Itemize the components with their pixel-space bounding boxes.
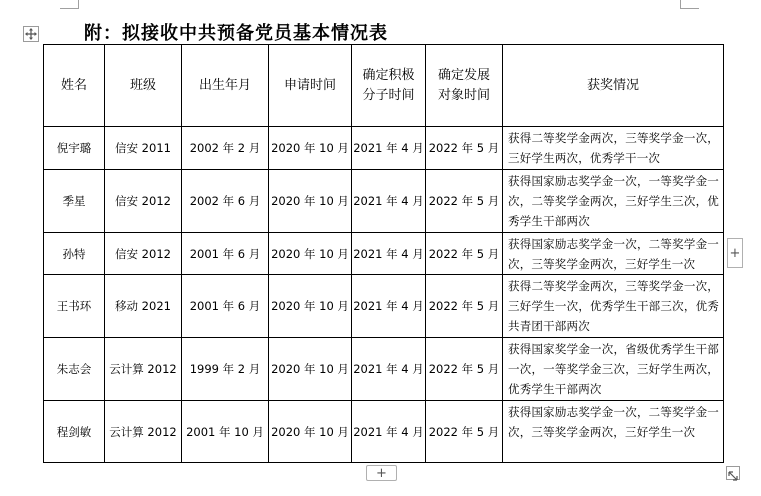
cell-apply[interactable]: 2020 年 10 月: [269, 275, 352, 338]
candidate-table: [43, 44, 724, 463]
cell-apply[interactable]: 2020 年 10 月: [269, 401, 352, 463]
table-row: [44, 233, 724, 275]
cell-class[interactable]: 云计算 2012: [105, 401, 182, 463]
cell-target[interactable]: 2022 年 5 月: [426, 127, 503, 170]
cell-activist[interactable]: 2021 年 4 月: [352, 233, 426, 275]
cell-activist[interactable]: 2021 年 4 月: [352, 401, 426, 463]
cell-name[interactable]: 王书环: [44, 275, 105, 338]
header-awards[interactable]: 获奖情况: [503, 45, 724, 127]
header-birth[interactable]: 出生年月: [182, 45, 269, 127]
cell-birth[interactable]: 2001 年 10 月: [182, 401, 269, 463]
page-corner-mark-left: [60, 0, 79, 9]
header-apply[interactable]: 申请时间: [269, 45, 352, 127]
cell-target[interactable]: 2022 年 5 月: [426, 401, 503, 463]
cell-activist[interactable]: 2021 年 4 月: [352, 170, 426, 233]
cell-activist[interactable]: 2021 年 4 月: [352, 338, 426, 401]
cell-apply[interactable]: 2020 年 10 月: [269, 233, 352, 275]
page-corner-mark-right: [680, 0, 699, 9]
add-column-button[interactable]: +: [366, 465, 397, 481]
cell-activist[interactable]: 2021 年 4 月: [352, 275, 426, 338]
cell-activist[interactable]: 2021 年 4 月: [352, 127, 426, 170]
cell-birth[interactable]: 2001 年 6 月: [182, 233, 269, 275]
cell-awards[interactable]: 获得国家励志奖学金一次，一等奖学金一次，二等奖学金两次，三好学生三次，优秀学生干部两次: [503, 170, 724, 233]
cell-birth[interactable]: 2002 年 6 月: [182, 170, 269, 233]
cell-name[interactable]: 程剑敏: [44, 401, 105, 463]
cell-awards[interactable]: 获得国家奖学金一次，省级优秀学生干部一次，一等奖学金三次，三好学生两次，优秀学生干部两次: [503, 338, 724, 401]
header-activist[interactable]: 确定积极分子时间: [352, 45, 426, 127]
cell-birth[interactable]: 1999 年 2 月: [182, 338, 269, 401]
table-move-handle[interactable]: [23, 26, 39, 42]
cell-awards[interactable]: 获得二等奖学金两次，三等奖学金一次，三好学生两次，优秀学干一次: [503, 127, 724, 170]
header-name[interactable]: 姓名: [44, 45, 105, 127]
header-class[interactable]: 班级: [105, 45, 182, 127]
add-row-button[interactable]: +: [727, 238, 743, 268]
header-row: [44, 45, 724, 127]
table-row: [44, 127, 724, 170]
header-target[interactable]: 确定发展对象时间: [426, 45, 503, 127]
table-row: [44, 401, 724, 463]
cell-target[interactable]: 2022 年 5 月: [426, 275, 503, 338]
table-row: [44, 170, 724, 233]
resize-icon: [727, 470, 739, 482]
cell-apply[interactable]: 2020 年 10 月: [269, 127, 352, 170]
cell-class[interactable]: 信安 2012: [105, 170, 182, 233]
cell-target[interactable]: 2022 年 5 月: [426, 170, 503, 233]
cell-birth[interactable]: 2002 年 2 月: [182, 127, 269, 170]
cell-awards[interactable]: 获得国家励志奖学金一次，二等奖学金一次，三等奖学金两次，三好学生一次: [503, 233, 724, 275]
cell-name[interactable]: 倪宇璐: [44, 127, 105, 170]
cell-apply[interactable]: 2020 年 10 月: [269, 338, 352, 401]
cell-birth[interactable]: 2001 年 6 月: [182, 275, 269, 338]
cell-class[interactable]: 信安 2012: [105, 233, 182, 275]
cell-class[interactable]: 信安 2011: [105, 127, 182, 170]
table-resize-handle[interactable]: [726, 466, 740, 480]
cell-class[interactable]: 云计算 2012: [105, 338, 182, 401]
move-icon: [25, 28, 37, 40]
cell-apply[interactable]: 2020 年 10 月: [269, 170, 352, 233]
cell-target[interactable]: 2022 年 5 月: [426, 233, 503, 275]
cell-name[interactable]: 季星: [44, 170, 105, 233]
cell-awards[interactable]: 获得二等奖学金两次，三等奖学金一次，三好学生一次，优秀学生干部三次，优秀共青团干部两次: [503, 275, 724, 338]
cell-awards[interactable]: 获得国家励志奖学金一次，二等奖学金一次，三等奖学金两次，三好学生一次: [503, 401, 724, 463]
cell-name[interactable]: 孙特: [44, 233, 105, 275]
table-row: [44, 275, 724, 338]
document-title: 附：拟接收中共预备党员基本情况表: [84, 23, 388, 44]
cell-name[interactable]: 朱志会: [44, 338, 105, 401]
cell-target[interactable]: 2022 年 5 月: [426, 338, 503, 401]
table-row: [44, 338, 724, 401]
cell-class[interactable]: 移动 2021: [105, 275, 182, 338]
